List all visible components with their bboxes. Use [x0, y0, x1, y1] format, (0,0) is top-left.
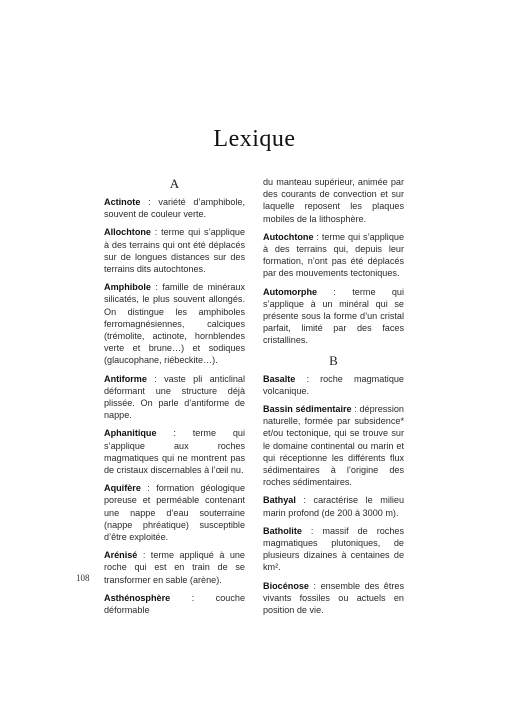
entry-definition: : dépression naturelle, formée par subsidence* et/ou tectonique, qui se trouve sur le domaine continental ou marin et qui réceptionne les différents flux sédimentaires à l’origine des roches sédimentaires. [263, 404, 404, 488]
entry-term: Arénisé [104, 550, 138, 561]
entry-definition: : terme qui s’applique à un minéral qui se présente sous la forme d’un cristal parfait, limité par des faces cristallines. [263, 286, 404, 346]
right-column [263, 176, 404, 622]
entry-definition: : vaste pli anticlinal déformant une structure déjà plissée. On parle d’antiforme de nappe. [104, 373, 245, 421]
entry-definition: : variété d’amphibole, souvent de couleur verte. [104, 197, 245, 220]
entry-definition: : terme appliqué à une roche qui est en train de se transformer en sable (arène). [104, 550, 245, 585]
glossary-entry [104, 373, 245, 422]
section-letter-b: B [329, 352, 338, 368]
glossary-entry [263, 373, 404, 397]
glossary-entry [263, 231, 404, 280]
entry-term: Aquifère [104, 483, 141, 494]
glossary-entry [104, 196, 245, 220]
entry-term: Aphanitique [104, 428, 157, 439]
entry-term: Antiforme [104, 373, 147, 384]
entry-term: Allochtone [104, 227, 151, 238]
entry-term: Asthénosphère [104, 592, 171, 603]
entry-definition: : famille de minéraux silicatés, le plus souvent allongés. On distingue les amphiboles ferromagnésiennes, calciques (trémolite, actinote, hornblendes verte et brune…) et sodiques (glaucophane, riébeckite…). [104, 282, 245, 366]
glossary-entry [104, 427, 245, 476]
glossary-entry [263, 403, 404, 488]
entry-definition: : ensemble des êtres vivants fossiles ou actuels en position de vie. [263, 580, 404, 616]
entry-definition: : terme qui s’applique à des terrains qui, depuis leur formation, n’ont pas été déplacés par des mouvements tectoniques. [263, 231, 404, 279]
glossary-entry [104, 482, 245, 543]
entry-definition: : massif de roches magmatiques plutoniques, de plusieurs dizaines à centaines de km². [263, 525, 404, 573]
glossary-entry [104, 592, 245, 616]
page-number: 108 [76, 573, 90, 583]
glossary-entry [263, 580, 404, 617]
page-title: Lexique [213, 126, 296, 152]
entry-term: Actinote [104, 197, 141, 207]
entry-term: Bathyal [263, 495, 296, 506]
entry-definition: : caractérise le milieu marin profond (de 200 à 3000 m). [263, 495, 404, 518]
entry-continuation: du manteau supérieur, animée par des courants de convection et sur laquelle reposent les plaques mobiles de la lithosphère. [263, 177, 404, 224]
entry-term: Automorphe [263, 286, 318, 297]
entry-term: Bassin sédimentaire [263, 404, 352, 415]
entry-definition: : terme qui s’applique aux roches magmatiques qui ne montrent pas de cristaux discernables à l’œil nu. [104, 428, 245, 476]
entry-term: Batholite [263, 525, 302, 536]
entry-definition: : couche déformable [104, 592, 245, 616]
entry-definition: : roche magmatique volcanique. [263, 373, 404, 396]
glossary-entry [263, 286, 404, 347]
entry-definition: : formation géologique poreuse et perméable contenant une nappe d’eau souterraine (nappe phréatique) susceptible d’être exploitée. [104, 483, 245, 543]
entry-term: Basalte [263, 373, 296, 384]
section-letter-a: A [169, 176, 180, 191]
glossary-entry [104, 549, 245, 586]
glossary-entry [104, 281, 245, 366]
entry-term: Autochtone [263, 231, 314, 242]
entry-definition: : terme qui s’applique à des terrains qui ont été déplacés sur de longues distances sur des terrains dits autochtones. [104, 227, 245, 275]
glossary-entry [263, 525, 404, 574]
glossary-entry [263, 494, 404, 518]
entry-term: Amphibole [104, 282, 151, 293]
glossary-entry [104, 226, 245, 275]
entry-term: Biocénose [263, 580, 309, 591]
left-column [104, 176, 245, 622]
